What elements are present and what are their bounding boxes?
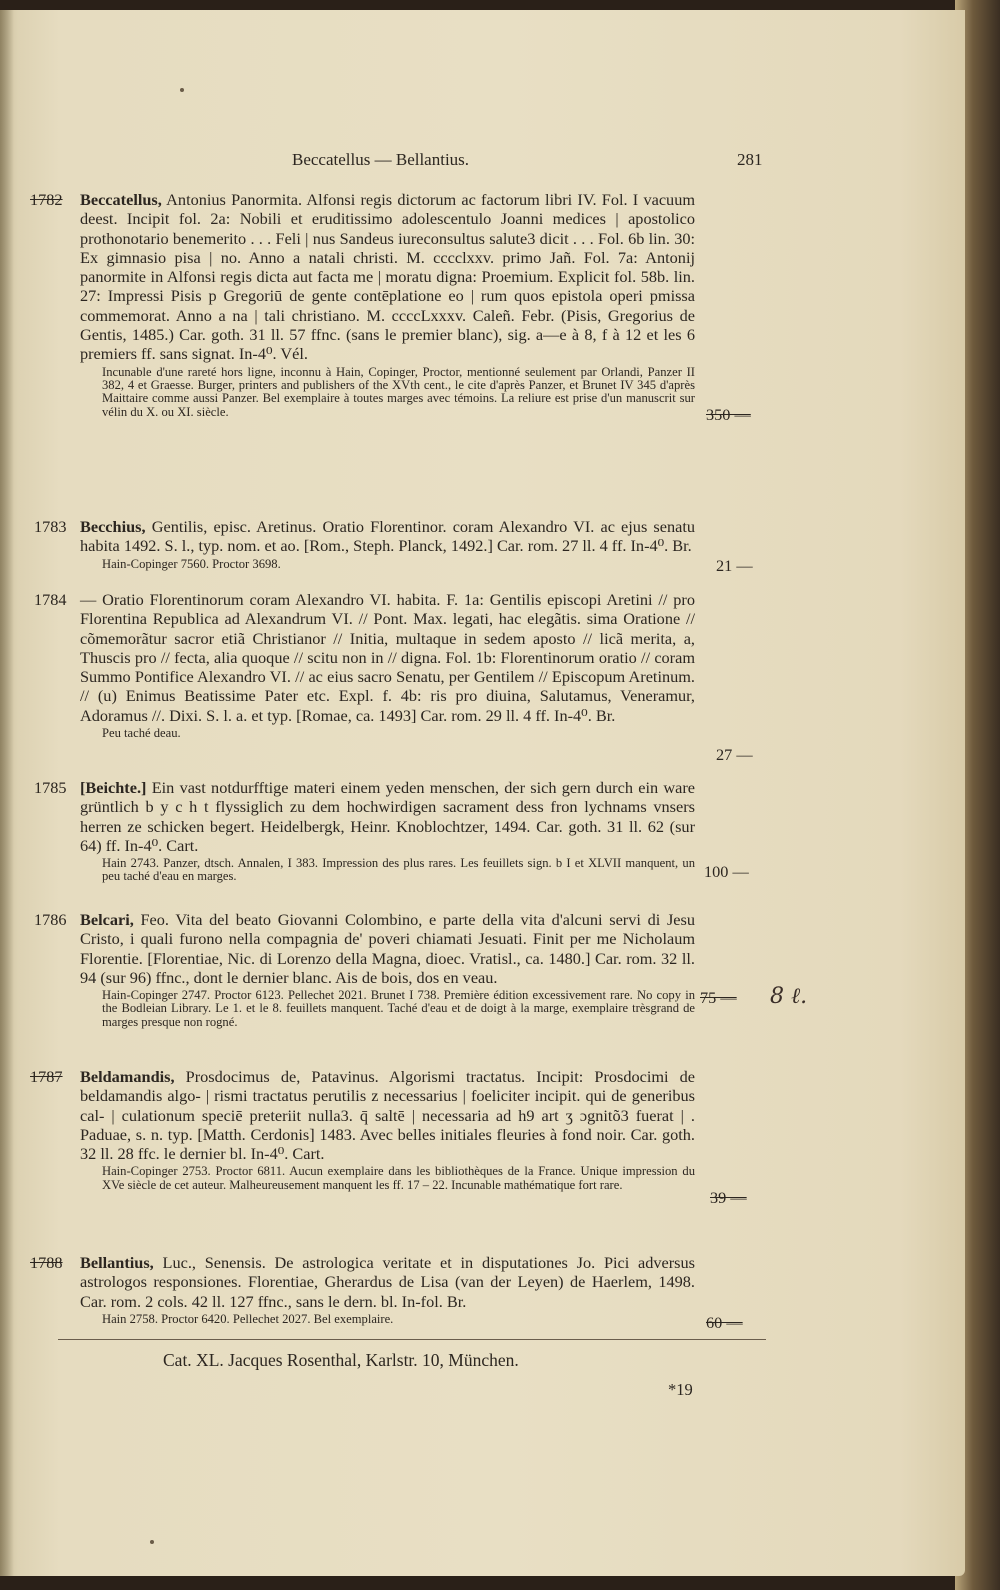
entry-text: — Oratio Florentinorum coram Alexandro VI. habita. F. 1a: Gentilis episcopi Aretini // pro Florentina Republica ad Alexandrum VI. // Pont. Max. legati, hac elegãtis. sima Oratione // cõmemorãtur sacror etiã Christianor // Initia, multaque in sedem aposto // licã merita, a, Thuscis pro // fecta, alia quoque // scitu non in // digna. Fol. 1b: Florentinorum oratio // coram Summo Pontifice Alexandro VI. // ac eius sacro Senatu, per Gentilem // Episcopum Aretinum. // (u) Enimus Beatissime Pater etc. Expl. f. 4b: ris pro diuina, Salutamus, Veneramur, Adoramus //. Dixi. S. l. a. et typ. [Romae, ca. 1493] Car. rom. 29 ll. 4 ff. In-4⁰. Br. xyxy=(80,590,695,725)
entry-title: [Beichte.] xyxy=(80,778,147,797)
entry-text: Ein vast notdurfftige materi einem yeden menschen, der sich gern durch ein ware grüntlich b y c h t flyssiglich zu dem hochwirdigen sacrament dess fron lychnams vnsers herren ze schicken begert. Heidelbergk, Heinr. Knoblochtzer, 1494. Car. goth. 31 ll. 62 (sur 64) ff. In-4⁰. Cart. xyxy=(80,778,695,855)
entry-title: Beldamandis, xyxy=(80,1067,175,1086)
entry-note: Hain-Copinger 7560. Proctor 3698. xyxy=(102,556,281,571)
entry-text: Luc., Senensis. De astrologica veritate et in disputationes Jo. Pici adversus astrologos responsiones. Florentiae, Gherardus de Lisa (van der Leyen) de Haerlem, 1498. Car. rom. 2 cols. 42 ll. 127 ffnc., sans le dern. bl. In-fol. Br. xyxy=(80,1253,695,1311)
entry-note: Peu taché deau. xyxy=(102,726,181,741)
entry-note: Hain 2743. Panzer, dtsch. Annalen, I 383. Impression des plus rares. Les feuillets sign. b I et XLVII manquent, un peu taché d'eau en marges. xyxy=(102,856,695,884)
entry-text: Antonius Panormita. Alfonsi regis dictorum ac factorum libri IV. Fol. I vacuum deest. Incipit fol. 2a: Nobili et eruditissimo adolescentulo Joanni medices | apostolico prothonotario benemerito . . . Feli | nus Sandeus iureconsultus salute3 dicit . . . Fol. 6b lin. 30: Ex gimnasio pisa | no. Anno a natali christi. M. cccclxxv. primo Jañ. Fol. 7a: Antonij panormite in Alfonsi regis dicta aut facta me | moratu digna: Proemium. Explicit fol. 58b. lin. 27: Impressi Pisis p Gregoriū de gente contēplatione eo | rum quos epistola operi pmissa commemorat. Anno a na | tali christiano. M. ccccLxxxv. Caleñ. Febr. (Pisis, Gregorius de Gentis, 1485.) Car. goth. 31 ll. 57 ffnc. (sans le premier blanc), sig. a—e à 8, f à 12 et les 6 premiers ff. sans signat. In-4⁰. Vél. xyxy=(80,190,695,364)
entry-note: Hain-Copinger 2753. Proctor 6811. Aucun exemplaire dans les bibliothèques de la France. Unique impression du XVe siècle de cet auteur. Malheureusement manquent les ff. 17 – 22. Incunable mathématique fort rare. xyxy=(102,1164,695,1192)
entry-title: Beccatellus, xyxy=(80,190,162,209)
catalog-entry xyxy=(80,590,695,740)
catalog-entry xyxy=(80,778,695,884)
entry-number: 1787 xyxy=(30,1067,63,1086)
running-head: Beccatellus — Bellantius. xyxy=(292,150,470,169)
entry-title: Belcari, xyxy=(80,910,134,929)
entry-price: 75 — xyxy=(700,988,737,1007)
binding-shadow xyxy=(0,10,14,1576)
catalog-entry xyxy=(80,190,695,419)
entry-number: 1786 xyxy=(34,910,67,929)
entry-number: 1785 xyxy=(34,778,67,797)
catalog-entry xyxy=(80,1067,695,1192)
catalog-footer: Cat. XL. Jacques Rosenthal, Karlstr. 10, München. xyxy=(163,1350,519,1370)
entry-number: 1783 xyxy=(34,517,67,536)
signature-mark: *19 xyxy=(668,1380,693,1399)
entry-number: 1782 xyxy=(30,190,63,209)
catalog-entry xyxy=(80,910,695,1029)
entry-text: Gentilis, episc. Aretinus. Oratio Florentinor. coram Alexandro VI. ac ejus senatu habita 1492. S. l., typ. nom. et ao. [Rom., Steph. Planck, 1492.] Car. rom. 27 ll. 4 ff. In-4⁰. Br. xyxy=(80,517,695,556)
catalog-entry xyxy=(80,1253,695,1326)
handwritten-price: 8 ℓ. xyxy=(770,984,808,1009)
entry-price: 39 — xyxy=(710,1188,747,1207)
entry-note: Hain 2758. Proctor 6420. Pellechet 2027. Bel exemplaire. xyxy=(102,1311,394,1326)
entry-text: Feo. Vita del beato Giovanni Colombino, e parte della vita d'alcuni servi di Jesu Cristo, i quali furono nella compagnia de' poveri chiamati Jesuati. Finit per me Nicholaum Florentie. [Florentiae, Nic. di Lorenzo della Magna, dioec. Vratisl., ca. 1480.] Car. rom. 32 ll. 94 (sur 96) ffnc., dont le dernier blanc. Ais de bois, dos en veau. xyxy=(80,910,695,987)
entry-number: 1788 xyxy=(30,1253,63,1272)
ink-speck xyxy=(180,88,184,92)
footer-rule xyxy=(58,1339,766,1340)
ink-speck xyxy=(150,1540,154,1544)
entry-title: Bellantius, xyxy=(80,1253,154,1272)
entry-note: Hain-Copinger 2747. Proctor 6123. Pellechet 2021. Brunet I 738. Première édition excessivement rare. No copy in the Bodleian Library. Le 1. et le 8. feuillets manquent. Taché d'eau et de doigt à la marge, exemplaire trèsgrand de marges presque non rogné. xyxy=(102,988,695,1029)
entry-price: 60 — xyxy=(706,1313,743,1332)
page-number: 281 xyxy=(737,150,763,169)
entry-price: 27 — xyxy=(716,745,753,764)
page-header xyxy=(0,150,965,172)
entry-note: Incunable d'une rareté hors ligne, inconnu à Hain, Copinger, Proctor, mentionné seulement par Orlandi, Panzer II 382, 4 et Graesse. Burger, printers and publishers of the XVth cent., le cite d'après Panzer, et Brunet IV 345 d'après Maittaire comme aussi Panzer. Bel exemplaire à toutes marges avec témoins. La reliure est prise d'un manuscrit sur vélin du X. ou XI. siècle. xyxy=(102,364,695,419)
entry-number: 1784 xyxy=(34,590,67,609)
entry-price: 21 — xyxy=(716,556,753,575)
entry-price: 350 — xyxy=(706,405,751,424)
catalog-entry xyxy=(80,517,695,571)
entry-text: Prosdocimus de, Patavinus. Algorismi tractatus. Incipit: Prosdocimi de beldamandis algo- | rismi tractatus perutilis z necessarius | foeliciter incipit. qui de generibus cal- | culationum speciē preteriit nulla3. q̄ saltē | necessaria ad h9 art ʒ ɔgnitõ3 fuerat | . Paduae, s. n. typ. [Matth. Cerdonis] 1483. Avec belles initiales fleuries à fond noir. Car. goth. 32 ll. 28 ffc. le dernier bl. In-4⁰. Cart. xyxy=(80,1067,695,1164)
entry-price: 100 — xyxy=(704,862,749,881)
entry-title: Becchius, xyxy=(80,517,146,536)
